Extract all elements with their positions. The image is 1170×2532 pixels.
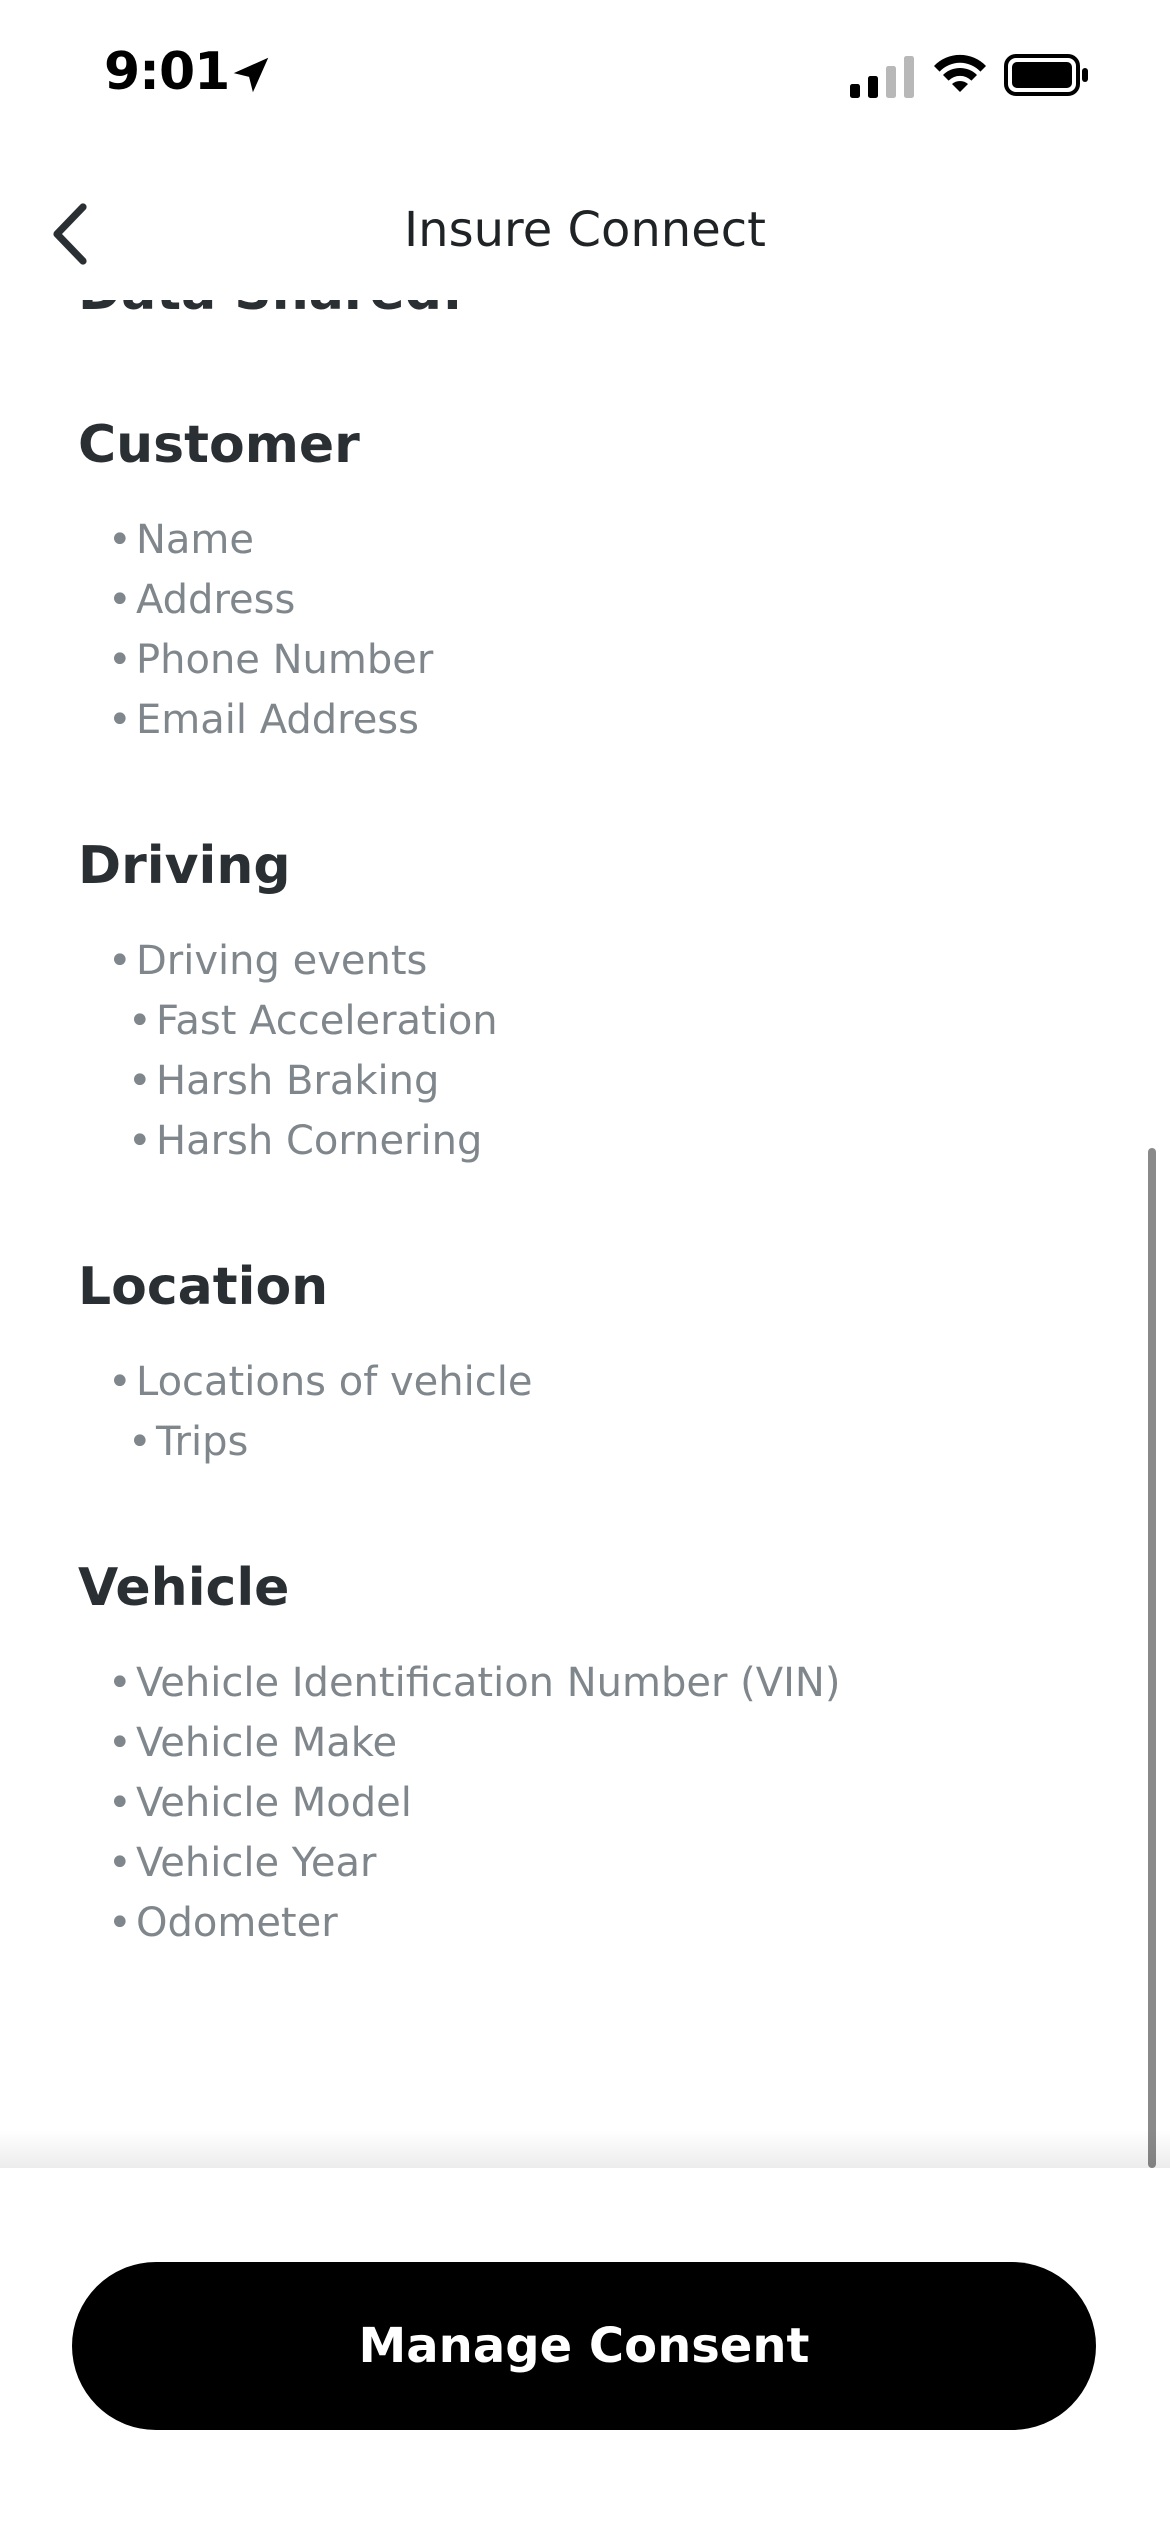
section-customer	[78, 410, 1078, 750]
list-item: • Address	[108, 577, 296, 623]
list-item: • Fast Acceleration	[128, 998, 498, 1044]
status-time: 9:01	[104, 42, 230, 102]
bottom-panel-shadow	[0, 2130, 1170, 2170]
list-item: • Name	[108, 517, 255, 563]
list-item: • Phone Number	[108, 637, 434, 683]
nav-bar	[0, 170, 1170, 300]
section-location	[78, 1252, 1078, 1472]
page-title: Insure Connect	[404, 202, 766, 258]
section-driving	[78, 831, 1078, 1171]
list-item: • Email Address	[108, 697, 419, 743]
manage-consent-button[interactable]: Manage Consent	[72, 2262, 1096, 2430]
list-item: • Vehicle Identification Number (VIN)	[108, 1660, 841, 1706]
list-item: • Vehicle Make	[108, 1720, 398, 1766]
list-item: • Driving events	[108, 938, 428, 984]
list-item: • Harsh Braking	[128, 1058, 440, 1104]
section-vehicle	[78, 1553, 1078, 1953]
customer-data-list	[78, 510, 1078, 750]
location-data-list	[78, 1352, 1078, 1472]
section-heading-customer: Customer	[78, 415, 360, 475]
section-heading-driving: Driving	[78, 836, 291, 896]
section-heading-location: Location	[78, 1257, 329, 1317]
list-item: • Vehicle Model	[108, 1780, 412, 1826]
list-item: • Harsh Cornering	[128, 1118, 483, 1164]
section-heading-vehicle: Vehicle	[78, 1558, 290, 1618]
list-item: • Odometer	[108, 1900, 338, 1946]
list-item: • Vehicle Year	[108, 1840, 377, 1886]
scrollbar[interactable]	[1148, 1148, 1156, 2168]
list-item: • Trips	[128, 1419, 249, 1465]
list-item: • Locations of vehicle	[108, 1359, 533, 1405]
driving-data-list	[78, 931, 1078, 1171]
vehicle-data-list	[78, 1653, 1078, 1953]
bottom-action-panel	[0, 2168, 1170, 2532]
